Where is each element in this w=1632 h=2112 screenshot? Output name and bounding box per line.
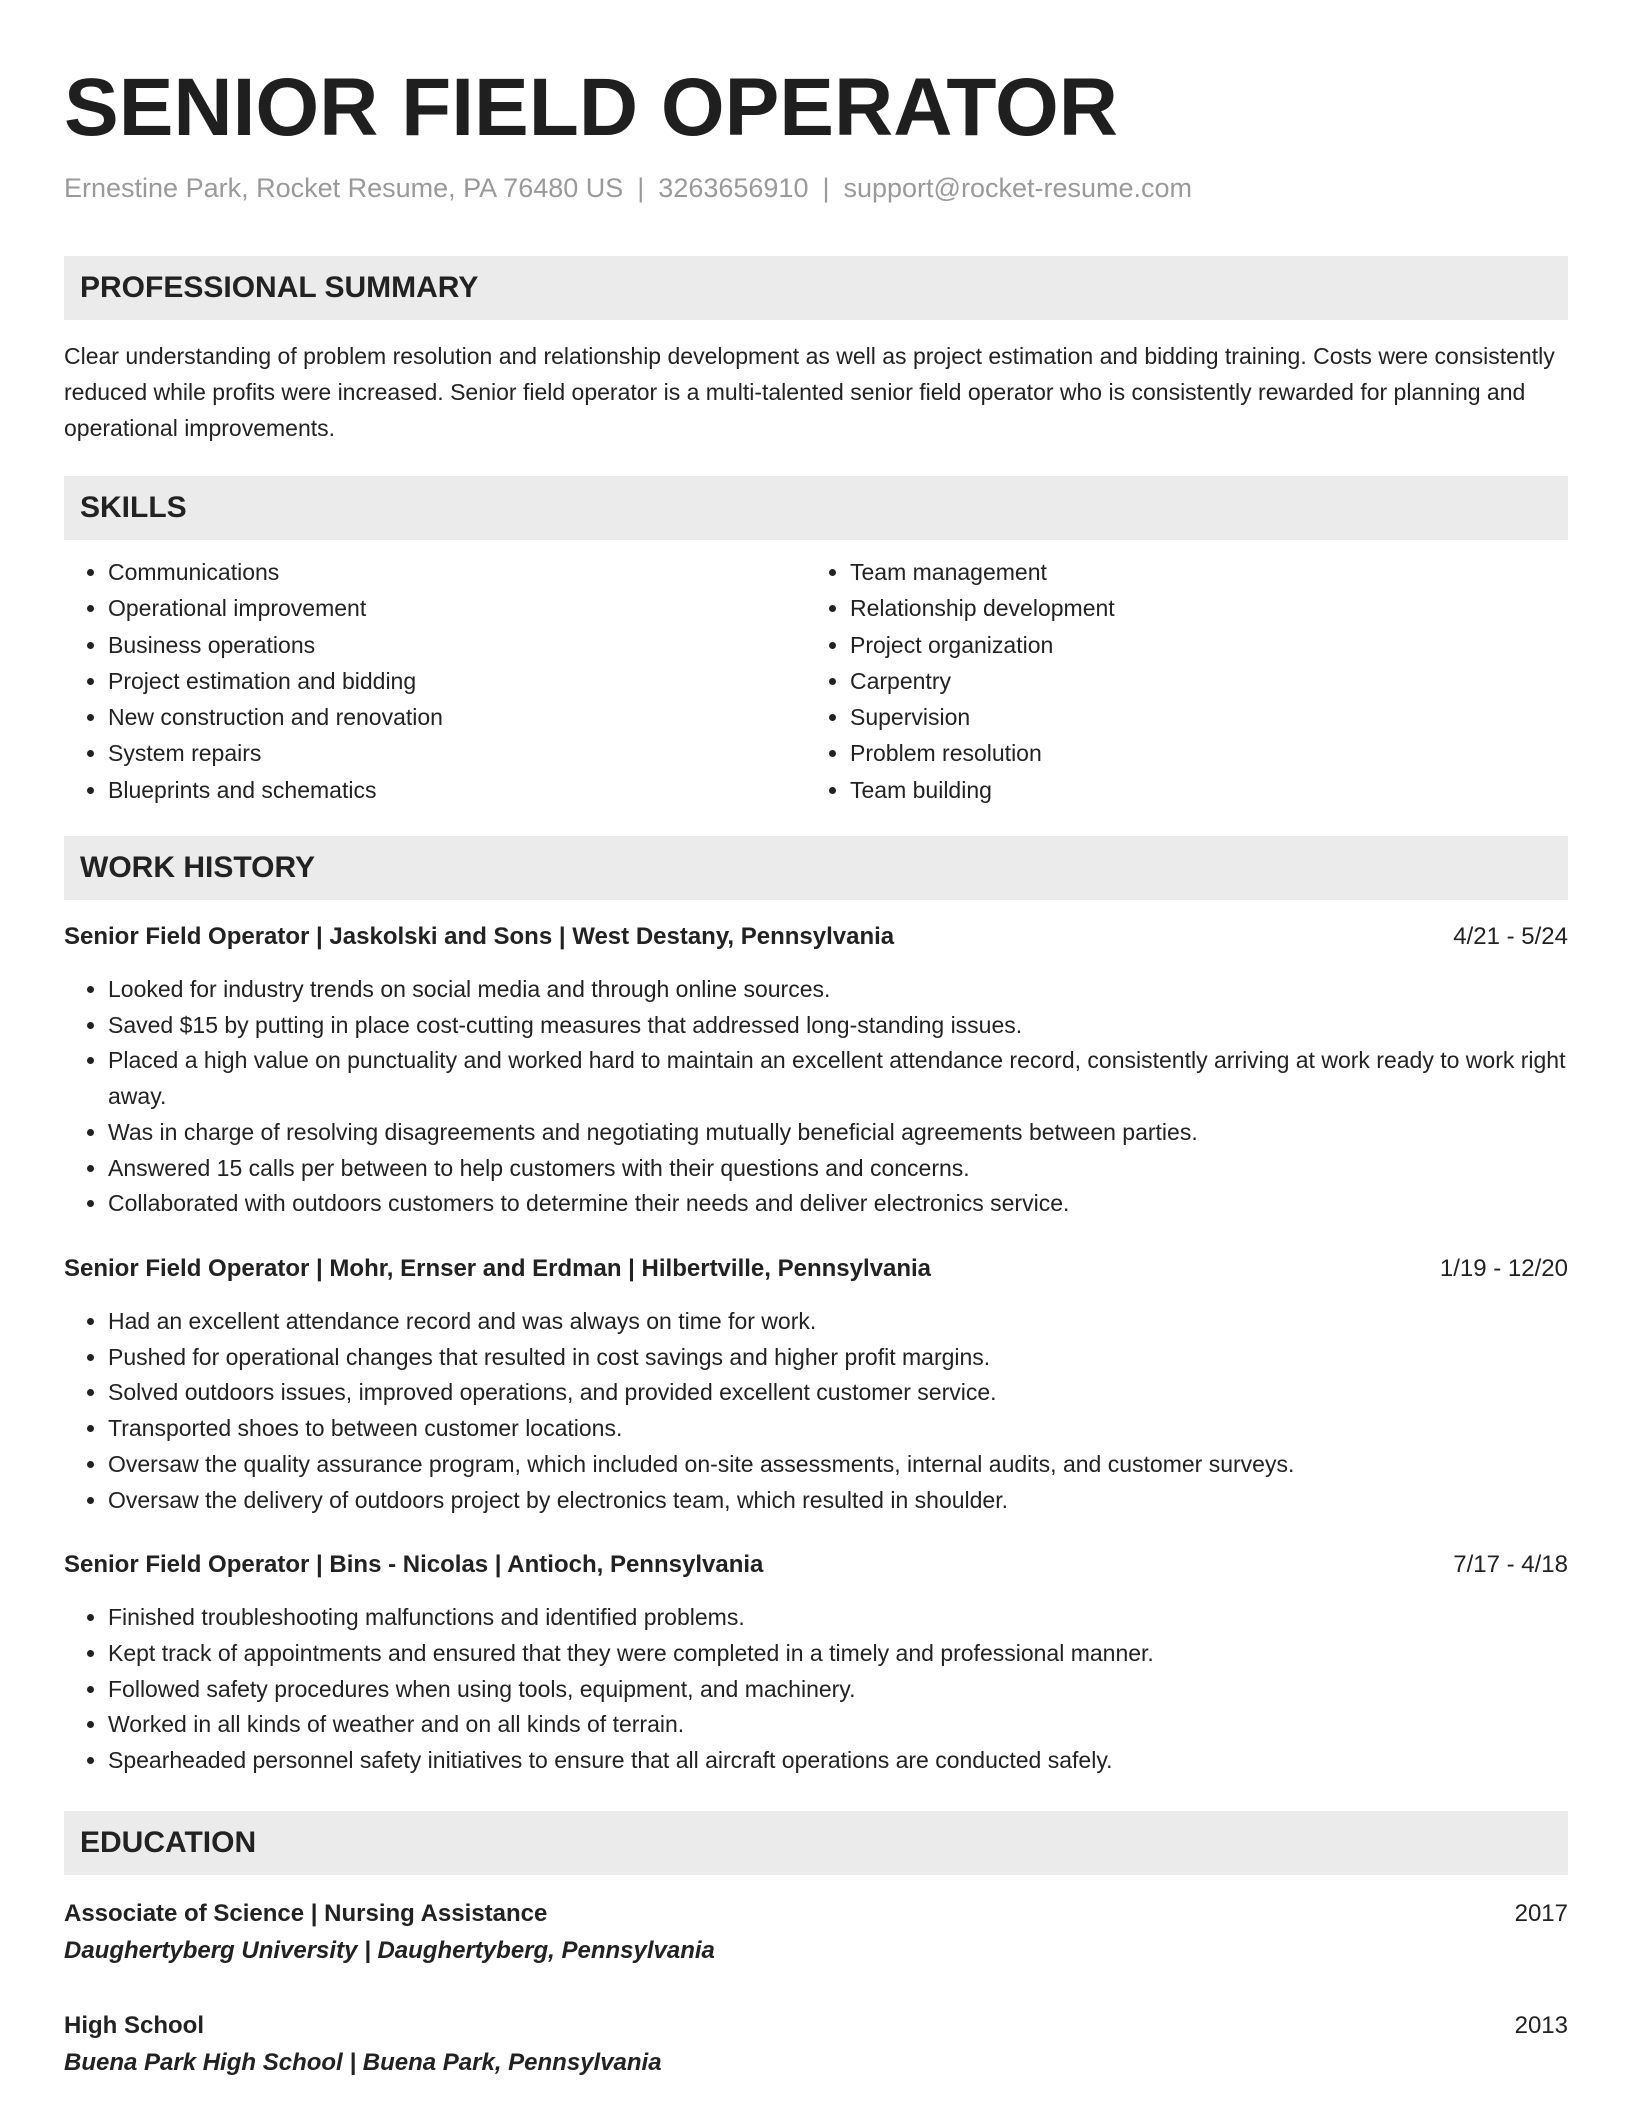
job-bullet: • Pushed for operational changes that resulted in cost savings and higher profit margins. xyxy=(108,1340,1568,1376)
section-header-work-history: WORK HISTORY xyxy=(64,836,1568,900)
contact-phone: 3263656910 xyxy=(658,173,809,203)
skill-item: • Carpentry xyxy=(850,663,1550,699)
job-title: Senior Field Operator | Jaskolski and Sons | West Destany, Pennsylvania xyxy=(64,923,895,951)
skill-item: • Relationship development xyxy=(850,590,1550,626)
skills-list xyxy=(64,554,1568,808)
skill-item: • Project estimation and bidding xyxy=(108,663,806,699)
resume-page xyxy=(64,0,1568,2081)
job-bullet: • Placed a high value on punctuality and worked hard to maintain an excellent attendance record, consistently arriving at work ready to work right away. xyxy=(108,1043,1568,1114)
education-school: Daughertyberg University | Daughertyberg, Pennsylvania xyxy=(64,1936,715,1964)
job-bullet: • Collaborated with outdoors customers to determine their needs and deliver electronics service. xyxy=(108,1186,1568,1222)
contact-email: support@rocket-resume.com xyxy=(843,173,1193,203)
job-entry xyxy=(64,920,1568,1222)
job-entry xyxy=(64,1252,1568,1518)
job-bullet: • Looked for industry trends on social media and through online sources. xyxy=(108,972,1568,1008)
job-bullet: • Oversaw the quality assurance program, which included on-site assessments, internal audits, and customer surveys. xyxy=(108,1447,1568,1483)
skill-item: • Operational improvement xyxy=(108,590,806,626)
education-header xyxy=(64,2009,1568,2043)
contact-separator: | xyxy=(637,173,645,203)
education-school: Buena Park High School | Buena Park, Pennsylvania xyxy=(64,2048,662,2076)
job-bullet: • Had an excellent attendance record and was always on time for work. xyxy=(108,1304,1568,1340)
job-dates: 1/19 - 12/20 xyxy=(1439,1255,1568,1282)
contact-address: Ernestine Park, Rocket Resume, PA 76480 US xyxy=(64,173,624,203)
job-title: Senior Field Operator | Bins - Nicolas | Antioch, Pennsylvania xyxy=(64,1551,764,1579)
job-entry xyxy=(64,1548,1568,1779)
job-bullet: • Oversaw the delivery of outdoors project by electronics team, which resulted in shoulder. xyxy=(108,1483,1568,1519)
job-bullet: • Worked in all kinds of weather and on all kinds of terrain. xyxy=(108,1707,1568,1743)
education-header xyxy=(64,1897,1568,1931)
job-bullets xyxy=(64,972,1568,1222)
job-bullet: • Followed safety procedures when using tools, equipment, and machinery. xyxy=(108,1672,1568,1708)
skill-item: • New construction and renovation xyxy=(108,699,806,735)
job-bullet: • Was in charge of resolving disagreements and negotiating mutually beneficial agreements between parties. xyxy=(108,1115,1568,1151)
education-degree: High School xyxy=(64,2011,204,2039)
skill-item: • Project organization xyxy=(850,627,1550,663)
skill-item: • Problem resolution xyxy=(850,735,1550,771)
job-dates: 7/17 - 4/18 xyxy=(1453,1551,1568,1579)
job-title: Senior Field Operator | Mohr, Ernser and Erdman | Hilbertville, Pennsylvania xyxy=(64,1255,931,1282)
resume-title: SENIOR FIELD OPERATOR xyxy=(64,62,1118,153)
skill-item: • Business operations xyxy=(108,627,806,663)
skill-item: • Blueprints and schematics xyxy=(108,772,806,808)
education-entry xyxy=(64,1897,1568,1969)
education-entry xyxy=(64,2009,1568,2081)
job-header xyxy=(64,1548,1568,1582)
job-bullets xyxy=(64,1304,1568,1518)
contact-line xyxy=(64,170,1568,206)
skill-item: • Team building xyxy=(850,772,1550,808)
job-bullet: • Saved $15 by putting in place cost-cutting measures that addressed long-standing issues. xyxy=(108,1008,1568,1044)
education-year: 2017 xyxy=(1514,1899,1568,1927)
job-bullet: • Transported shoes to between customer locations. xyxy=(108,1411,1568,1447)
job-header xyxy=(64,920,1568,954)
section-header-summary: PROFESSIONAL SUMMARY xyxy=(64,256,1568,320)
job-bullet: • Spearheaded personnel safety initiatives to ensure that all aircraft operations are conducted safely. xyxy=(108,1743,1568,1779)
job-bullet: • Finished troubleshooting malfunctions and identified problems. xyxy=(108,1600,1568,1636)
job-bullet: • Kept track of appointments and ensured that they were completed in a timely and professional manner. xyxy=(108,1636,1568,1672)
job-dates: 4/21 - 5/24 xyxy=(1453,923,1568,951)
skill-item: • System repairs xyxy=(108,735,806,771)
section-header-education: EDUCATION xyxy=(64,1811,1568,1875)
contact-separator: | xyxy=(822,173,830,203)
section-header-skills: SKILLS xyxy=(64,476,1568,540)
skills-column-2 xyxy=(806,554,1550,808)
job-bullet: • Answered 15 calls per between to help customers with their questions and concerns. xyxy=(108,1151,1568,1187)
job-bullet: • Solved outdoors issues, improved operations, and provided excellent customer service. xyxy=(108,1375,1568,1411)
skill-item: • Communications xyxy=(108,554,806,590)
education-year: 2013 xyxy=(1514,2011,1568,2039)
summary-text: Clear understanding of problem resolution and relationship development as well as project estimation and bidding training. Costs were consistently reduced while profits were increased. Senior field operator is a multi-talented senior field operator who is consistently rewarded for planning and operational improvements. xyxy=(64,343,1555,441)
job-bullets xyxy=(64,1600,1568,1779)
job-header xyxy=(64,1252,1568,1286)
education-degree: Associate of Science | Nursing Assistance xyxy=(64,1899,548,1927)
skill-item: • Team management xyxy=(850,554,1550,590)
skill-item: • Supervision xyxy=(850,699,1550,735)
skills-column-1 xyxy=(64,554,806,808)
